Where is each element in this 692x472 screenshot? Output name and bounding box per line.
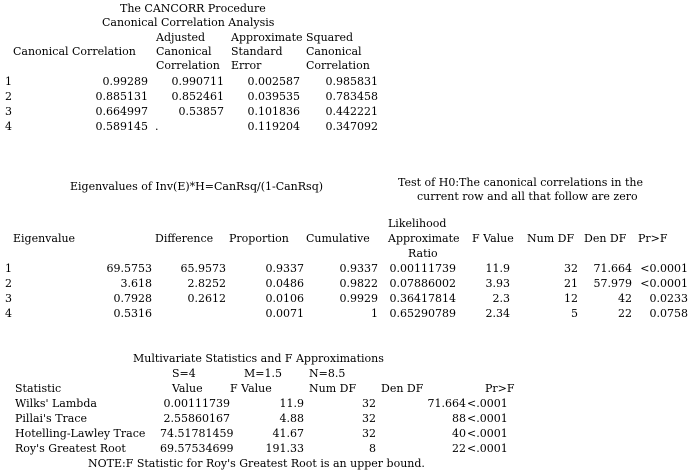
eigen-row-number: 1 [5, 262, 12, 275]
eigen-row-diff: 2.8252 [187, 277, 226, 290]
test-title-line2: current row and all that follow are zero [417, 190, 638, 203]
eigen-row-prop: 0.0486 [265, 277, 304, 290]
eigen-row-ndf: 5 [571, 307, 578, 320]
eigen-row-f: 2.3 [492, 292, 510, 305]
multi-row-stat: Hotelling-Lawley Trace [15, 427, 146, 440]
col-approx-se-line1: Approximate [231, 31, 303, 44]
eigen-row-ddf: 57.979 [593, 277, 632, 290]
procedure-title: The CANCORR Procedure [120, 2, 266, 15]
eigen-row-lr: 0.00111739 [389, 262, 456, 275]
footnote: NOTE:F Statistic for Roy's Greatest Root is an upper bound. [88, 457, 425, 470]
eigen-row-ddf: 71.664 [593, 262, 632, 275]
analysis-title: Canonical Correlation Analysis [102, 16, 275, 29]
multi-row-p: <.0001 [467, 442, 508, 455]
multi-row-p: <.0001 [467, 412, 508, 425]
canon-row-se: 0.002587 [247, 75, 300, 88]
col-den-df: Den DF [381, 382, 424, 395]
eigen-row-cum: 0.9822 [339, 277, 378, 290]
eigen-row-cum: 0.9337 [339, 262, 378, 275]
multi-row-ndf: 32 [362, 397, 376, 410]
col-adjusted-line1: Adjusted [156, 31, 206, 44]
canon-row-number: 2 [5, 90, 12, 103]
col-num-df: Num DF [309, 382, 357, 395]
eigen-row-prop: 0.9337 [265, 262, 304, 275]
eigen-row-lr: 0.36417814 [389, 292, 456, 305]
col-num-df: Num DF [527, 232, 575, 245]
multi-row-ndf: 8 [369, 442, 376, 455]
eigen-row-eig: 3.618 [120, 277, 152, 290]
eigen-row-diff: 0.2612 [187, 292, 226, 305]
multi-row-stat: Roy's Greatest Root [15, 442, 126, 455]
eigen-row-p: <0.0001 [640, 277, 688, 290]
col-squared-line2: Canonical [306, 45, 362, 58]
multi-row-f: 191.33 [265, 442, 304, 455]
col-likelihood-line2: Approximate [388, 232, 460, 245]
col-likelihood-line3: Ratio [408, 247, 438, 260]
eigen-row-eig: 0.7928 [113, 292, 152, 305]
eigen-row-eig: 0.5316 [113, 307, 152, 320]
eigen-row-lr: 0.07886002 [389, 277, 456, 290]
col-pr-f: Pr>F [638, 232, 668, 245]
multi-row-ddf: 88 [452, 412, 466, 425]
eigen-row-lr: 0.65290789 [389, 307, 456, 320]
multi-row-p: <.0001 [467, 427, 508, 440]
col-approx-se-line2: Standard [231, 45, 283, 58]
canon-row-se: 0.101836 [247, 105, 300, 118]
eigen-row-ndf: 12 [564, 292, 578, 305]
eigen-row-number: 3 [5, 292, 12, 305]
canon-row-adj: 0.852461 [171, 90, 224, 103]
eigen-row-prop: 0.0071 [265, 307, 304, 320]
canon-row-cc: 0.885131 [95, 90, 148, 103]
multi-row-val: 0.00111739 [163, 397, 230, 410]
canon-row-number: 4 [5, 120, 12, 133]
eigen-row-cum: 0.9929 [339, 292, 378, 305]
eigen-row-prop: 0.0106 [265, 292, 304, 305]
eigen-row-ndf: 32 [564, 262, 578, 275]
multi-row-val: 74.51781459 [160, 427, 234, 440]
eigen-row-diff: 65.9573 [180, 262, 226, 275]
col-adjusted-line3: Correlation [156, 59, 220, 72]
canon-row-sq: 0.985831 [325, 75, 378, 88]
multi-row-val: 2.55860167 [163, 412, 230, 425]
col-difference: Difference [155, 232, 214, 245]
eigen-row-ndf: 21 [564, 277, 578, 290]
multi-row-f: 41.67 [272, 427, 304, 440]
eigen-row-p: 0.0233 [649, 292, 688, 305]
multi-row-stat: Wilks' Lambda [15, 397, 97, 410]
multi-row-ddf: 71.664 [427, 397, 466, 410]
n-param: N=8.5 [309, 367, 346, 380]
col-value: Value [172, 382, 203, 395]
multi-row-ddf: 40 [452, 427, 466, 440]
col-pr-f: Pr>F [485, 382, 515, 395]
multi-row-f: 11.9 [279, 397, 304, 410]
multi-row-p: <.0001 [467, 397, 508, 410]
canon-row-number: 3 [5, 105, 12, 118]
col-statistic: Statistic [15, 382, 62, 395]
multivariate-title: Multivariate Statistics and F Approximations [133, 352, 384, 365]
s-param: S=4 [172, 367, 196, 380]
canon-row-se: 0.039535 [247, 90, 300, 103]
col-adjusted-line2: Canonical [156, 45, 212, 58]
eigen-row-f: 3.93 [485, 277, 510, 290]
multi-row-ddf: 22 [452, 442, 466, 455]
m-param: M=1.5 [244, 367, 282, 380]
canon-row-number: 1 [5, 75, 12, 88]
col-f-value: F Value [230, 382, 272, 395]
canon-row-sq: 0.442221 [325, 105, 378, 118]
canon-row-adj: 0.990711 [171, 75, 224, 88]
eigen-row-eig: 69.5753 [106, 262, 152, 275]
canon-row-cc: 0.99289 [102, 75, 148, 88]
col-cumulative: Cumulative [306, 232, 370, 245]
test-title-line1: Test of H0:The canonical correlations in the [398, 176, 644, 189]
canon-row-sq: 0.347092 [325, 120, 378, 133]
col-squared-line3: Correlation [306, 59, 370, 72]
col-eigenvalue: Eigenvalue [13, 232, 76, 245]
multi-row-stat: Pillai's Trace [15, 412, 88, 425]
col-den-df: Den DF [584, 232, 627, 245]
col-likelihood-line1: Likelihood [388, 217, 447, 230]
eigen-row-number: 4 [5, 307, 12, 320]
eigen-title: Eigenvalues of Inv(E)*H=CanRsq/(1-CanRsq) [70, 180, 324, 193]
col-canonical-correlation: Canonical Correlation [13, 45, 136, 58]
canon-row-sq: 0.783458 [325, 90, 378, 103]
canon-row-cc: 0.664997 [95, 105, 148, 118]
eigen-row-ddf: 42 [618, 292, 632, 305]
canon-row-adj: 0.53857 [178, 105, 224, 118]
canon-row-se: 0.119204 [247, 120, 300, 133]
col-proportion: Proportion [229, 232, 289, 245]
eigen-row-f: 11.9 [485, 262, 510, 275]
canon-row-adj: . [155, 120, 159, 133]
multi-row-f: 4.88 [279, 412, 304, 425]
multi-row-val: 69.57534699 [160, 442, 234, 455]
canon-row-cc: 0.589145 [95, 120, 148, 133]
eigen-row-p: <0.0001 [640, 262, 688, 275]
multi-row-ndf: 32 [362, 427, 376, 440]
eigen-row-cum: 1 [371, 307, 378, 320]
eigen-row-number: 2 [5, 277, 12, 290]
col-squared-line1: Squared [306, 31, 354, 44]
eigen-row-ddf: 22 [618, 307, 632, 320]
multi-row-ndf: 32 [362, 412, 376, 425]
col-approx-se-line3: Error [231, 59, 262, 72]
eigen-row-p: 0.0758 [649, 307, 688, 320]
col-f-value: F Value [472, 232, 514, 245]
eigen-row-f: 2.34 [485, 307, 510, 320]
